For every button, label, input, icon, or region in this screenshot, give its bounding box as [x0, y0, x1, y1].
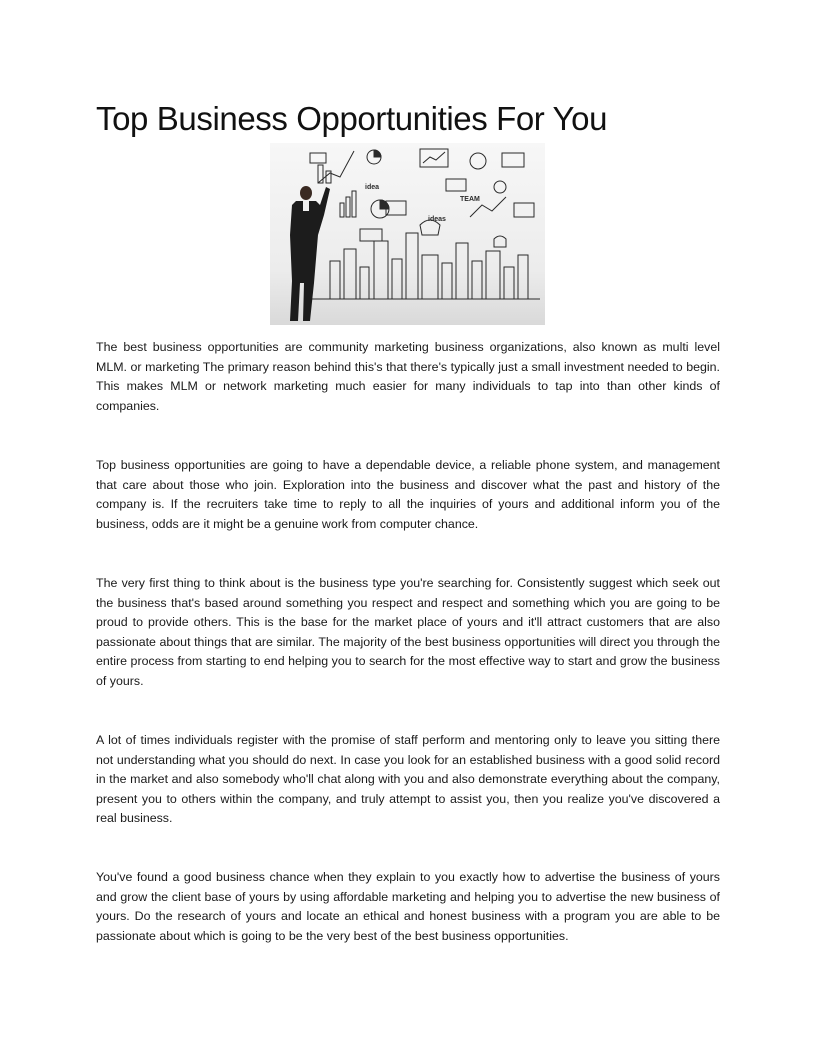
idea-label: idea: [365, 184, 380, 191]
business-doodles: [310, 149, 534, 247]
team-label: TEAM: [460, 196, 480, 203]
paragraph: Top business opportunities are going to have a dependable device, a reliable phone system, and management that care about those who join. Exploration into the business and discover what the past and history of the company is. If the recruiters take time to reply to all the inquiries of yours and additional inform you of the business, odds are it might be a genuine work from computer chance.: [96, 458, 720, 531]
paragraph: A lot of times individuals register with the promise of staff perform and mentoring only to leave you sitting there not understanding what you should do next. In case you look for an established business with a good solid record in the market and also somebody who'll chat along with you and also demonstrate everything about the company, present you to others within the company, and truly attempt to assist you, then you realize you've discovered a real business.: [96, 733, 720, 825]
paragraph: You've found a good business chance when they explain to you exactly how to advertise the business of yours and grow the client base of yours by using affordable marketing and helping you to advertise the new business of yours. Do the research of yours and locate an ethical and honest business with a program you are able to be passionate about which is going to be the very best of the best business opportunities.: [96, 870, 720, 943]
paragraph: The best business opportunities are community marketing business organizations, also known as multi level MLM. or marketing The primary reason behind this's that there's typically just a small investment needed to begin. This makes MLM or network marketing much easier for many individuals to tap into than other kinds of companies.: [96, 340, 720, 413]
ideas-label: ideas: [428, 216, 446, 223]
paragraph: The very first thing to think about is the business type you're searching for. Consistently suggest which seek out the business that's based around something you respect and respect and something which you are going to be proud to provide others. This is the base for the market place of yours and it'll attract customers that are also passionate about things that are similar. The majority of the best business opportunities will direct you through the entire process from starting to end helping you to search for the most effective way to start and grow the business of yours.: [96, 576, 720, 688]
business-sketch-illustration: [270, 143, 545, 325]
businessman-figure: [290, 186, 330, 321]
business-sketch-image: [270, 143, 545, 325]
page-title: Top Business Opportunities For You: [96, 100, 608, 137]
